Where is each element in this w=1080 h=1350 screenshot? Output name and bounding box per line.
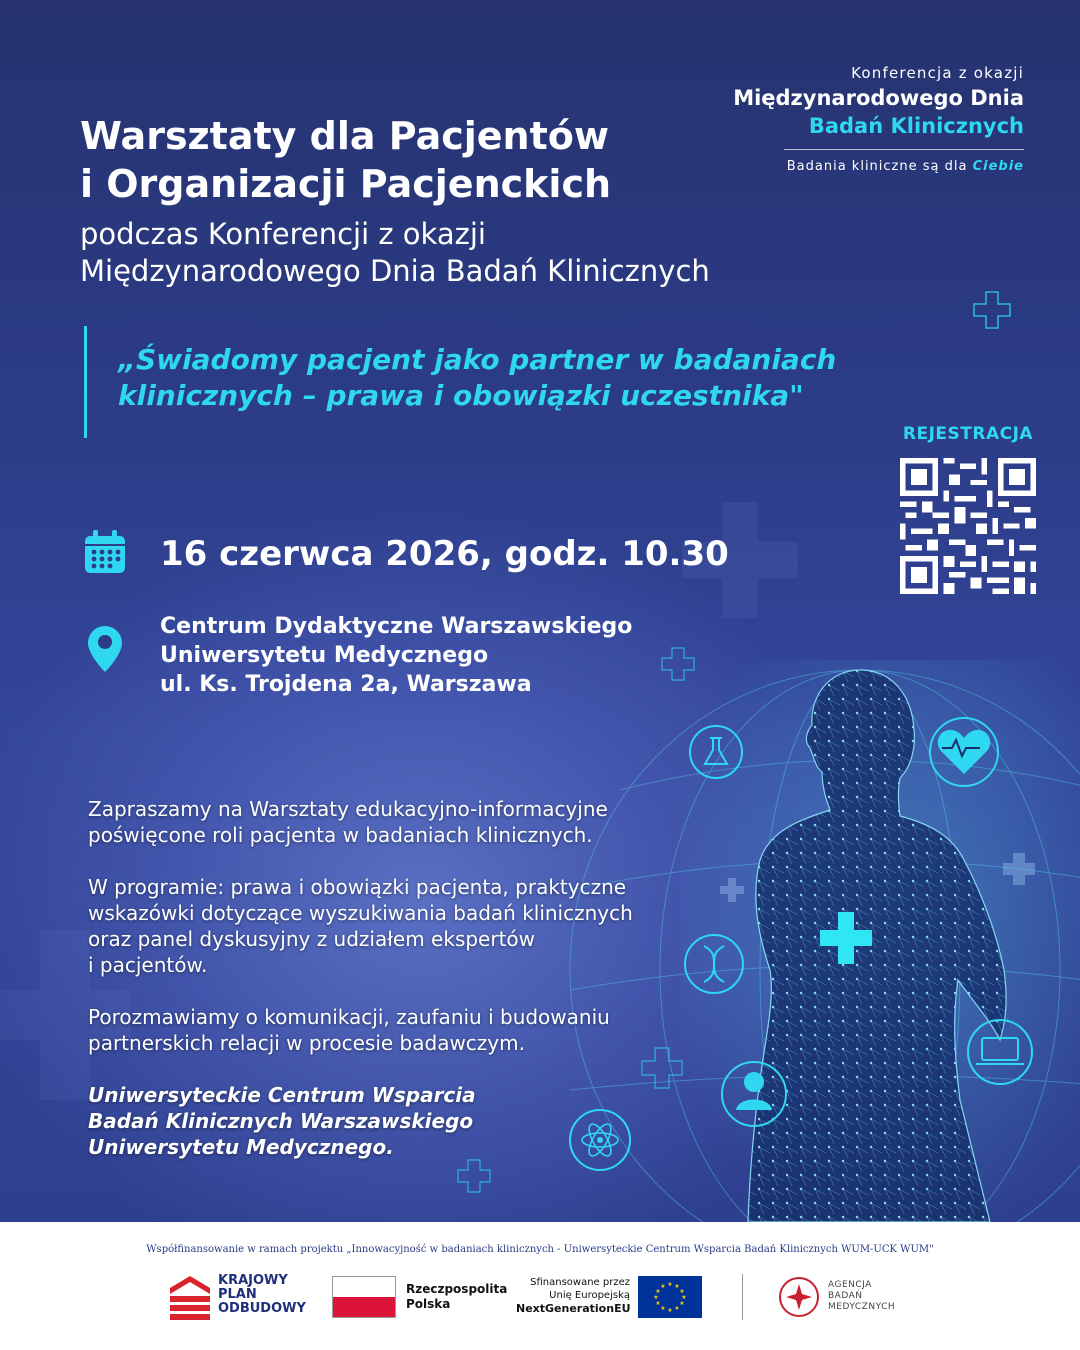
calendar-icon xyxy=(84,530,126,574)
funding-note: Współfinansowanie w ramach projektu „Innowacyjność w badaniach klinicznych - Uniwersyteckie Centrum Wsparcia Badań Klinicznych WUM-UCK WUM" xyxy=(146,1244,934,1255)
quote-accent-bar xyxy=(84,326,87,438)
svg-text:★: ★ xyxy=(679,1288,685,1295)
svg-text:★: ★ xyxy=(674,1283,680,1290)
svg-text:★: ★ xyxy=(667,1281,673,1288)
svg-text:★: ★ xyxy=(660,1283,666,1290)
abm-logo-icon xyxy=(778,1276,820,1318)
program-paragraph: W programie: prawa i obowiązki pacjenta, praktyczne wskazówki dotyczące wyszukiwania badań klinicznych oraz panel dyskusyjny z udziałem ekspertów i pacjentów. xyxy=(88,875,633,977)
conference-label: Konferencja z okazji xyxy=(851,64,1024,82)
svg-text:★: ★ xyxy=(653,1294,659,1301)
location-pin-icon xyxy=(88,626,122,672)
description-paragraph: Zapraszamy na Warsztaty edukacyjno-informacyjne poświęcone roli pacjenta w badaniach klinicznych. xyxy=(88,797,608,847)
svg-text:★: ★ xyxy=(679,1300,685,1307)
kpo-logo-icon xyxy=(170,1276,210,1320)
svg-text:★: ★ xyxy=(655,1300,661,1307)
event-description xyxy=(88,796,708,1186)
header-divider xyxy=(784,149,1024,150)
page-subtitle: podczas Konferencji z okazji Międzynarodowego Dnia Badań Klinicznych xyxy=(80,217,710,288)
svg-text:★: ★ xyxy=(655,1288,661,1295)
svg-text:★: ★ xyxy=(681,1294,687,1301)
discussion-paragraph: Porozmawiamy o komunikacji, zaufaniu i budowaniu partnerskich relacji w procesie badawczym. xyxy=(88,1005,610,1055)
registration-qr-code[interactable] xyxy=(900,458,1036,594)
footer-separator xyxy=(742,1274,743,1320)
abm-logo-text: AGENCJA BADAŃ MEDYCZNYCH xyxy=(828,1280,896,1312)
eu-flag-icon xyxy=(638,1276,702,1318)
tagline-highlight: Ciebie xyxy=(972,159,1024,174)
event-date: 16 czerwca 2026, godz. 10.30 xyxy=(160,534,729,574)
kpo-logo-text: KRAJOWY PLAN ODBUDOWY xyxy=(218,1273,306,1316)
workshop-topic-quote: „Świadomy pacjent jako partner w badaniach klinicznych – prawa i obowiązki uczestnika" xyxy=(118,343,837,412)
poland-flag-icon xyxy=(332,1276,396,1318)
conference-tagline: Badania kliniczne są dla Ciebie xyxy=(786,159,1024,174)
person-icon xyxy=(744,1072,764,1092)
poland-logo-text: Rzeczpospolita Polska xyxy=(406,1282,508,1311)
svg-text:★: ★ xyxy=(660,1305,666,1312)
conference-name-line1: Międzynarodowego Dnia xyxy=(733,86,1024,110)
page-title: Warsztaty dla Pacjentów i Organizacji Pacjenckich xyxy=(80,114,612,206)
registration-label: REJESTRACJA xyxy=(902,424,1034,444)
svg-text:★: ★ xyxy=(667,1307,673,1314)
eu-funding-text: Sfinansowane przez Unię Europejską NextGenerationEU xyxy=(516,1277,631,1315)
svg-text:★: ★ xyxy=(674,1305,680,1312)
event-location: Centrum Dydaktyczne Warszawskiego Uniwersytetu Medycznego ul. Ks. Trojdena 2a, Warszawa xyxy=(160,614,633,697)
conference-name-line2: Badań Klinicznych xyxy=(808,114,1024,138)
organizer-signature: Uniwersyteckie Centrum Wsparcia Badań Klinicznych Warszawskiego Uniwersytetu Medycznego. xyxy=(88,1083,476,1159)
plus-decoration-icon xyxy=(972,290,1012,330)
